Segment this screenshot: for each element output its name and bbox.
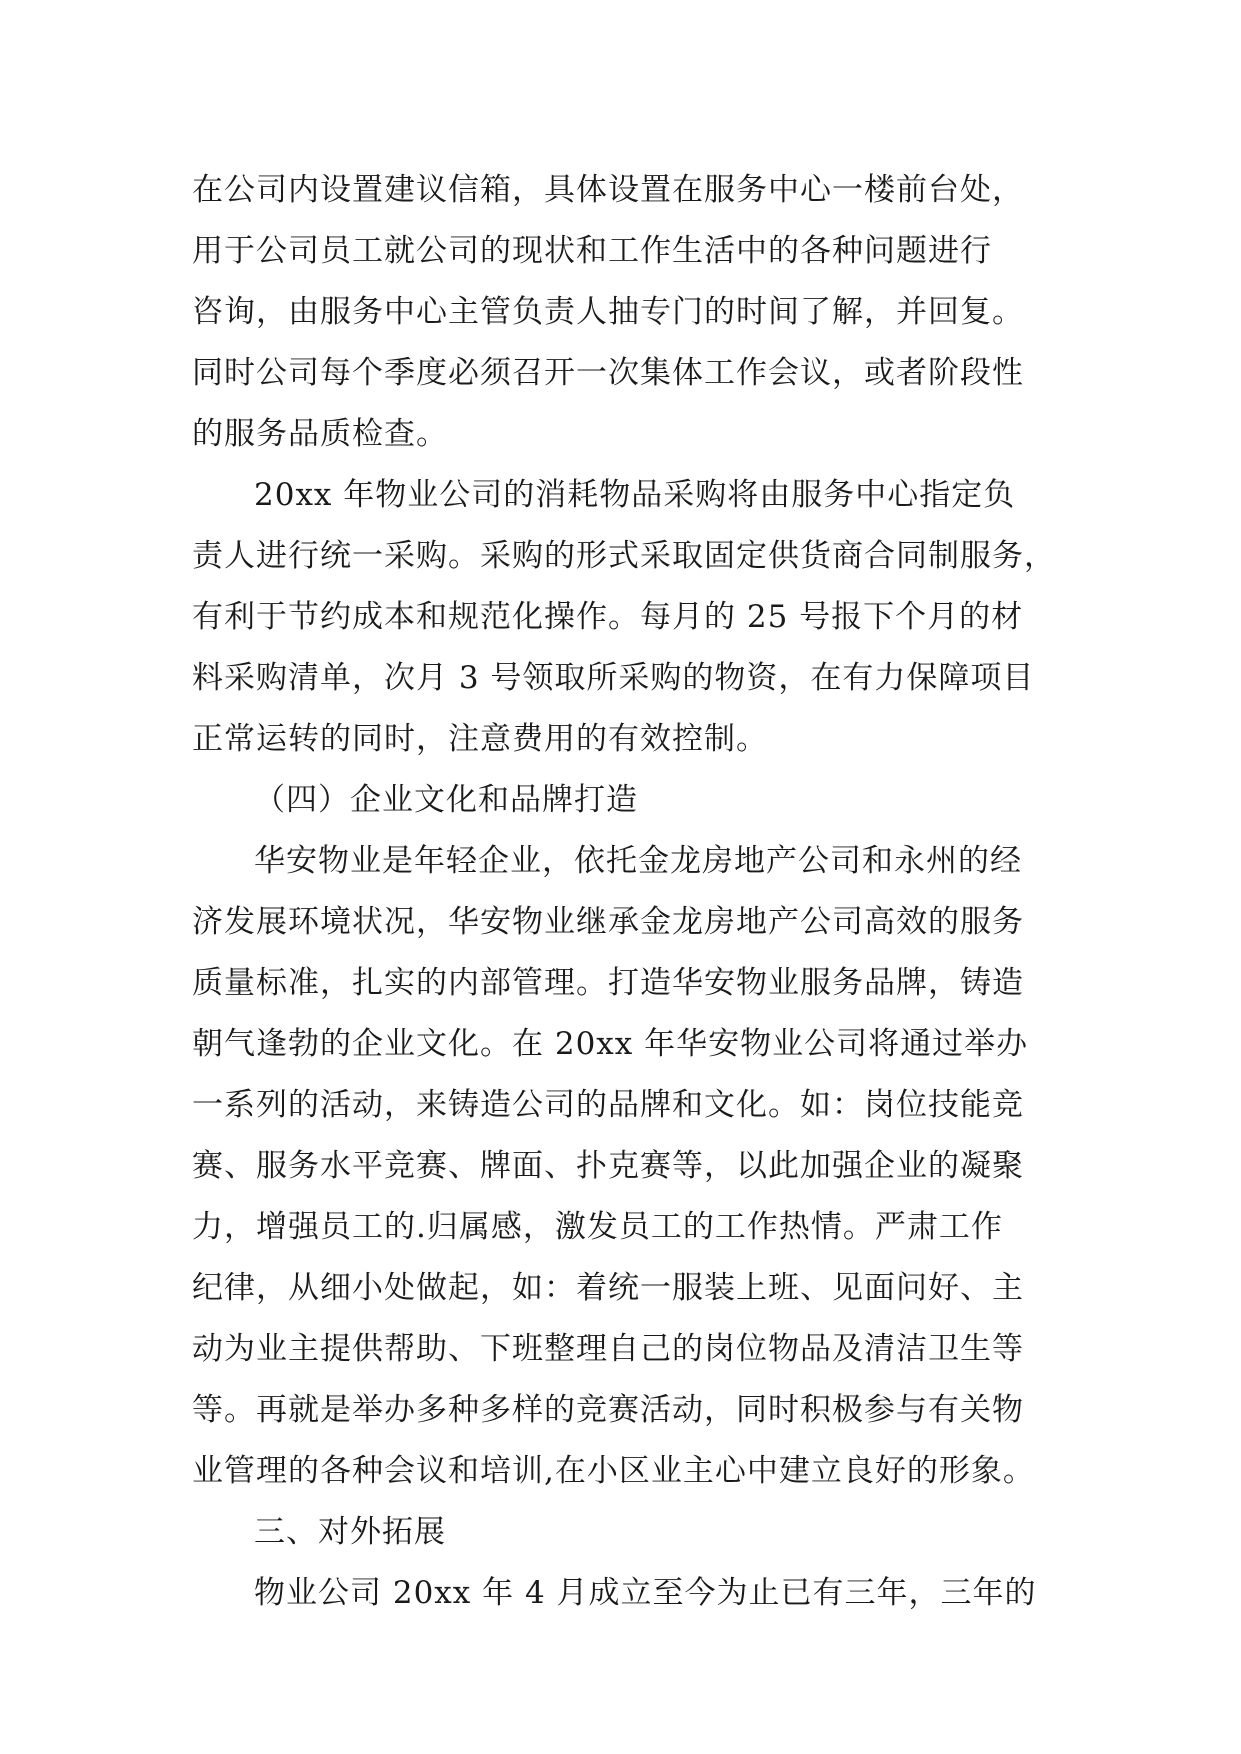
paragraph-first-line: 20xx 年物业公司的消耗物品采购将由服务中心指定负 [254, 477, 1016, 513]
paragraph-line: 力，增强员工的.归属感，激发员工的工作热情。严肃工作 [192, 1209, 1003, 1245]
paragraph-line: 咨询，由服务中心主管负责人抽专门的时间了解，并回复。 [192, 294, 1024, 330]
paragraph-line: 业管理的各种会议和培训,在小区业主心中建立良好的形象。 [192, 1453, 1035, 1489]
paragraph-line: 料采购清单，次月 3 号领取所采购的物资，在有力保障项目 [192, 660, 1035, 696]
paragraph-line: 等。再就是举办多种多样的竞赛活动，同时积极参与有关物 [192, 1392, 1024, 1428]
paragraph-line: 正常运转的同时，注意费用的有效控制。 [192, 721, 768, 757]
paragraph-line: 质量标准，扎实的内部管理。打造华安物业服务品牌，铸造 [192, 965, 1024, 1001]
paragraph-line: 有利于节约成本和规范化操作。每月的 25 号报下个月的材 [192, 599, 1024, 635]
paragraph-line: 一系列的活动，来铸造公司的品牌和文化。如：岗位技能竞 [192, 1087, 1024, 1123]
paragraph-line: 赛、服务水平竞赛、牌面、扑克赛等，以此加强企业的凝聚 [192, 1148, 1024, 1184]
paragraph-line: 同时公司每个季度必须召开一次集体工作会议，或者阶段性 [192, 355, 1024, 391]
paragraph-first-line: （四）企业文化和品牌打造 [254, 782, 638, 818]
paragraph-line: 责人进行统一采购。采购的形式采取固定供货商合同制服务， [192, 538, 1056, 574]
paragraph-line: 朝气逢勃的企业文化。在 20xx 年华安物业公司将通过举办 [192, 1026, 1029, 1062]
paragraph-first-line: 华安物业是年轻企业，依托金龙房地产公司和永州的经 [254, 843, 1022, 879]
paragraph-line: 在公司内设置建议信箱，具体设置在服务中心一楼前台处， [192, 172, 1024, 208]
paragraph-line: 纪律，从细小处做起，如：着统一服装上班、见面问好、主 [192, 1270, 1024, 1306]
paragraph-line: 济发展环境状况，华安物业继承金龙房地产公司高效的服务 [192, 904, 1024, 940]
paragraph-line: 用于公司员工就公司的现状和工作生活中的各种问题进行 [192, 233, 992, 269]
paragraph-first-line: 物业公司 20xx 年 4 月成立至今为止已有三年，三年的 [254, 1575, 1037, 1611]
paragraph-line: 动为业主提供帮助、下班整理自己的岗位物品及清洁卫生等 [192, 1331, 1024, 1367]
paragraph-line: 的服务品质检查。 [192, 416, 448, 452]
paragraph-first-line: 三、对外拓展 [254, 1514, 446, 1550]
document-body [192, 160, 1072, 1624]
